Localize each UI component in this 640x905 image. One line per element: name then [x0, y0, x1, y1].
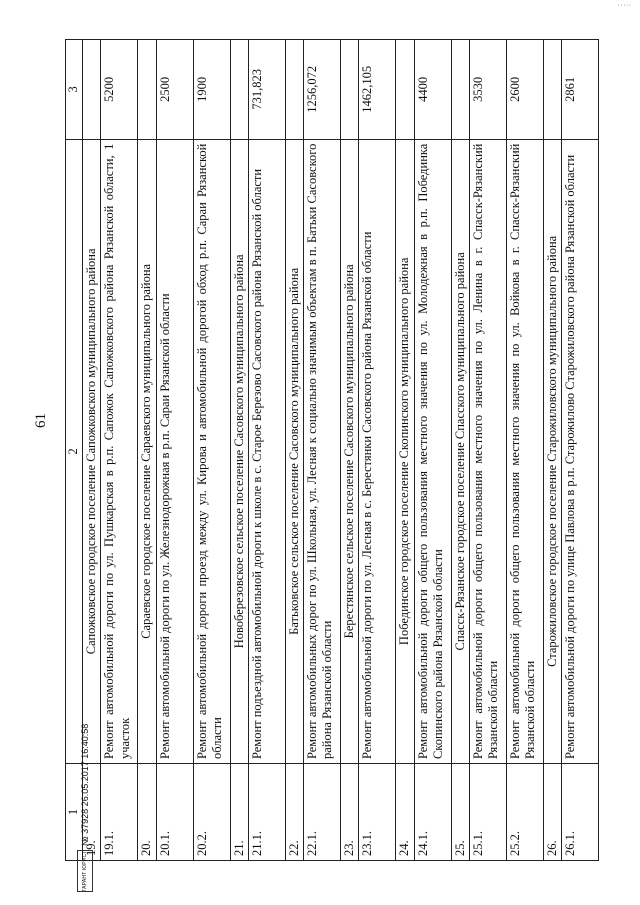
section-row [396, 40, 414, 861]
section-row [285, 40, 303, 861]
section-title: Побединское городское поселение Скопинского муниципального района [396, 139, 414, 763]
row-number: 19. [83, 764, 101, 861]
section-row [138, 40, 156, 861]
row-number: 22. [285, 764, 303, 861]
section-title: Батьковское сельское поселение Сасовского муниципального района [285, 139, 303, 763]
section-row [451, 40, 469, 861]
budget-table-container [65, 39, 595, 861]
header-col-number: 1 [66, 764, 83, 861]
table-row [156, 40, 193, 861]
amount-cell: 4400 [414, 40, 451, 140]
row-number: 21.1. [248, 764, 285, 861]
amount-cell [138, 40, 156, 140]
table-row [469, 40, 506, 861]
amount-cell: 2600 [506, 40, 543, 140]
row-number: 25.1. [469, 764, 506, 861]
row-number: 24.1. [414, 764, 451, 861]
work-description: Ремонт автомобильной дороги по ул. Железнодорожная в р.п. Сараи Рязанской области [156, 139, 193, 763]
table-row [101, 40, 138, 861]
header-col-amount: 3 [66, 40, 83, 140]
row-number: 24. [396, 764, 414, 861]
section-title: Сапожковское городское поселение Сапожковского муниципального района [83, 139, 101, 763]
section-title: Спасск-Рязанское городское поселение Спасского муниципального района [451, 139, 469, 763]
section-row [543, 40, 561, 861]
amount-cell: 1900 [193, 40, 230, 140]
section-title: Новоберезовское сельское поселение Сасовского муниципального района [230, 139, 248, 763]
work-description: Ремонт автомобильной дороги общего пользования местного значения по ул. Войкова в г. Спасск-Рязанский Рязанской области [506, 139, 543, 763]
row-number: 26.1. [562, 764, 599, 861]
row-number: 22.1. [304, 764, 341, 861]
section-title: Берестянское сельское поселение Сасовского муниципального района [341, 139, 359, 763]
work-description: Ремонт автомобильной дороги общего пользования местного значения по ул. Ленина в г. Спасск-Рязанский Рязанской области [469, 139, 506, 763]
amount-cell [341, 40, 359, 140]
section-row [341, 40, 359, 861]
amount-cell [230, 40, 248, 140]
row-number: 21. [230, 764, 248, 861]
budget-table [65, 39, 599, 861]
amount-cell [396, 40, 414, 140]
work-description: Ремонт автомобильной дороги общего пользования местного значения по ул. Молодежная в р.п. Побединка Скопинского района Рязанской области [414, 139, 451, 763]
table-row [506, 40, 543, 861]
row-number: 20. [138, 764, 156, 861]
work-description: Ремонт автомобильной дороги по ул. Лесная в с. Берестянки Сасовского района Рязанской области [359, 139, 396, 763]
row-number: 23.1. [359, 764, 396, 861]
work-description: Ремонт автомобильных дорог по ул. Школьная, ул. Лесная к социально значимым объектам в п. Батьки Сасовского района Рязанской области [304, 139, 341, 763]
row-number: 20.2. [193, 764, 230, 861]
table-row [193, 40, 230, 861]
amount-cell [83, 40, 101, 140]
row-number: 26. [543, 764, 561, 861]
page-number: 61 [32, 412, 49, 428]
work-description: Ремонт автомобильной дороги проезд между ул. Кирова и автомобильной дорогой обход р.п. Сараи Рязанской области [193, 139, 230, 763]
row-number: 23. [341, 764, 359, 861]
amount-cell: 2500 [156, 40, 193, 140]
amount-cell [451, 40, 469, 140]
amount-cell [543, 40, 561, 140]
section-row [230, 40, 248, 861]
corner-mark: ' ' ' ' ' [618, 5, 631, 11]
amount-cell: 3530 [469, 40, 506, 140]
row-number: 25. [451, 764, 469, 861]
amount-cell [285, 40, 303, 140]
work-description: Ремонт подъездной автомобильной дороги к школе в с. Старое Березово Сасовского района Рязанской области [248, 139, 285, 763]
footer-stamp-area [70, 723, 100, 902]
section-title: Сараевское городское поселение Сараевского муниципального района [138, 139, 156, 763]
row-number: 20.1. [156, 764, 193, 861]
table-row [562, 40, 599, 861]
amount-cell: 5200 [101, 40, 138, 140]
document-id: № 37928 26.05.2017 16:40:58 [80, 723, 90, 846]
amount-cell: 731,823 [248, 40, 285, 140]
section-title: Старожиловское городское поселение Старожиловского муниципального района [543, 139, 561, 763]
work-description: Ремонт автомобильной дороги по ул. Пушкарская в р.п. Сапожок Сапожковского района Рязанской области, 1 участок [101, 139, 138, 763]
amount-cell: 1256,072 [304, 40, 341, 140]
table-row [248, 40, 285, 861]
table-row [414, 40, 451, 861]
stamp-logo: ГАРАНТ ЮРИСТ [77, 850, 93, 892]
amount-cell: 2861 [562, 40, 599, 140]
table-body [83, 40, 599, 861]
table-row [304, 40, 341, 861]
row-number: 25.2. [506, 764, 543, 861]
row-number: 19.1. [101, 764, 138, 861]
header-col-name: 2 [66, 139, 83, 763]
table-row [359, 40, 396, 861]
amount-cell: 1462,105 [359, 40, 396, 140]
work-description: Ремонт автомобильной дороги по улице Павлова в р.п. Старожилово Старожиловского района Рязанской области [562, 139, 599, 763]
